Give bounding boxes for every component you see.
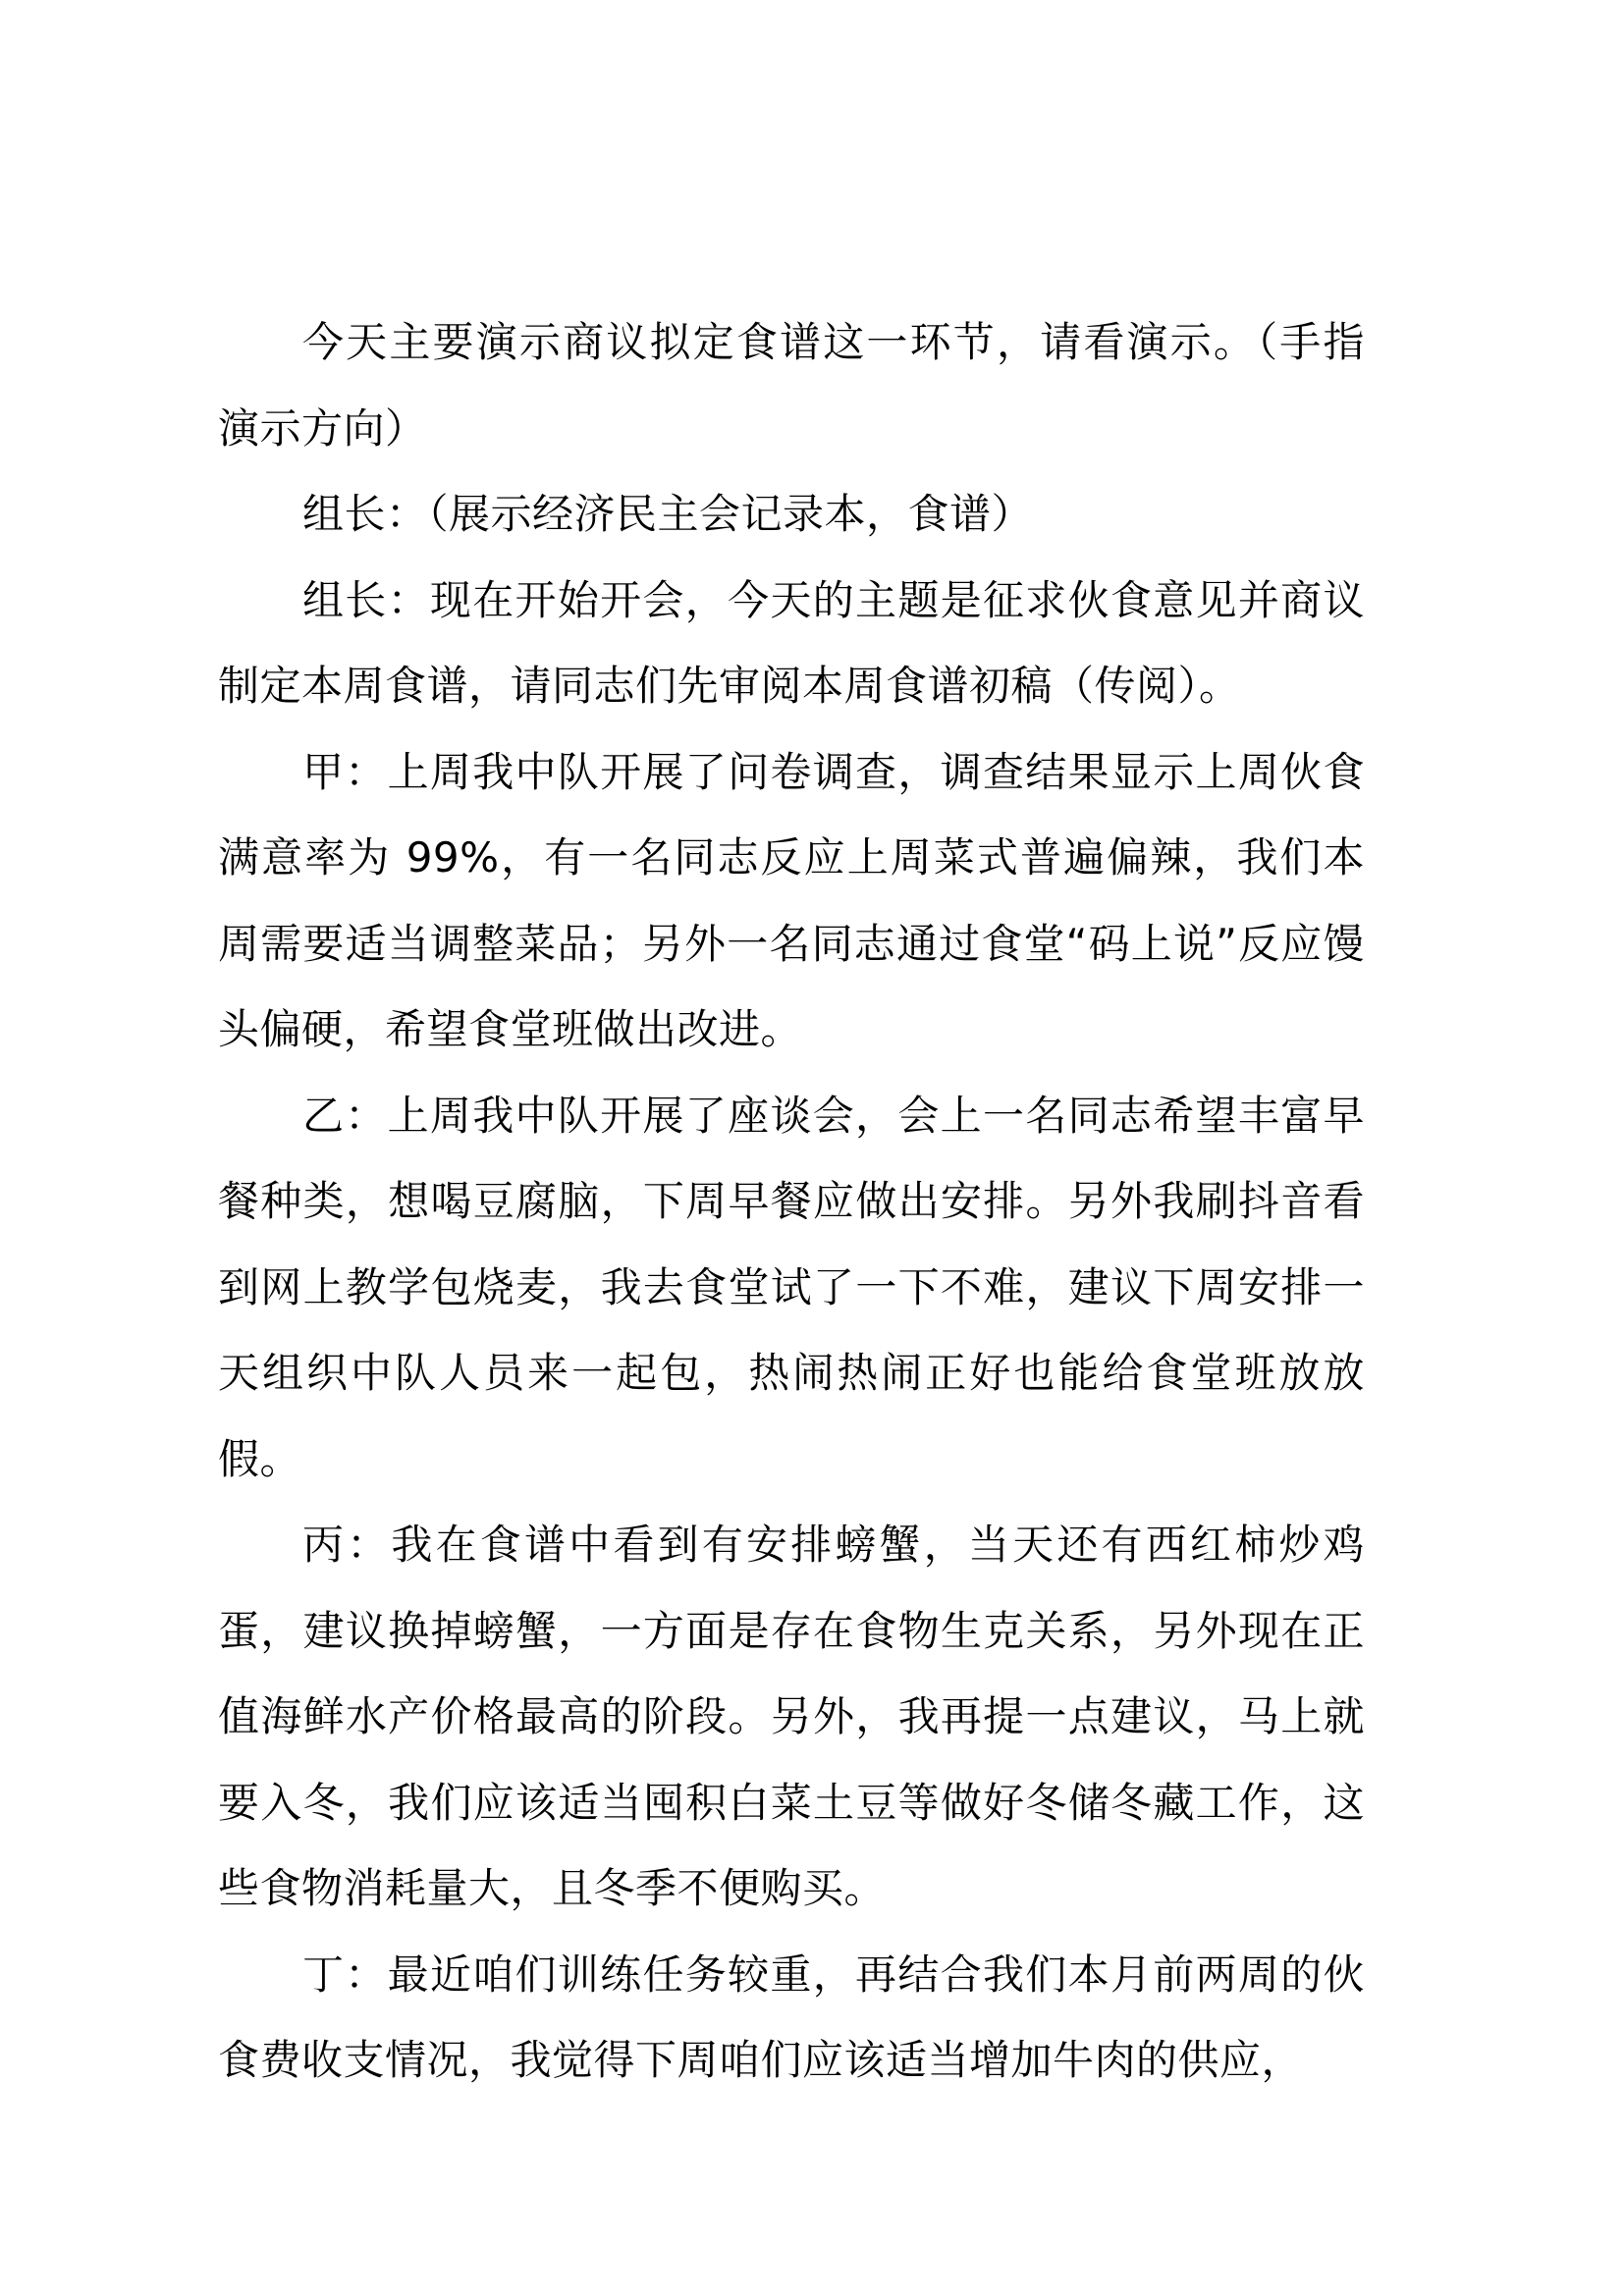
paragraph-speaker-ding: 丁：最近咱们训练任务较重，再结合我们本月前两周的伙食费收支情况，我觉得下周咱们应该适当增加牛肉的供应， bbox=[218, 1949, 1365, 2084]
paragraph-speaker-bing: 丙：我在食谱中看到有安排螃蟹，当天还有西红柿炒鸡蛋，建议换掉螃蟹，一方面是存在食物生克关系，另外现在正值海鲜水产价格最高的阶段。另外，我再提一点建议，马上就要入冬，我们应该适当囤积白菜土豆等做好冬储冬藏工作，这些食物消耗量大，且冬季不便购买。 bbox=[218, 1521, 1365, 1912]
paragraph-leader-show: 组长：（展示经济民主会记录本，食谱） bbox=[302, 490, 1034, 538]
paragraph-speaker-yi: 乙：上周我中队开展了座谈会，会上一名同志希望丰富早餐种类，想喝豆腐脑，下周早餐应做出安排。另外我刷抖音看到网上教学包烧麦，我去食堂试了一下不难，建议下周安排一天组织中队人员来一起包，热闹热闹正好也能给食堂班放放假。 bbox=[218, 1091, 1365, 1483]
paragraph-speaker-jia: 甲：上周我中队开展了问卷调查，调查结果显示上周伙食满意率为 99%，有一名同志反应上周菜式普遍偏辣，我们本周需要适当调整菜品；另外一名同志通过食堂“码上说”反应馒头偏硬，希望食堂班做出改进。 bbox=[218, 747, 1365, 1053]
document-body bbox=[218, 299, 1365, 2104]
paragraph-leader-open: 组长：现在开始开会，今天的主题是征求伙食意见并商议制定本周食谱，请同志们先审阅本周食谱初稿（传阅）。 bbox=[218, 575, 1365, 710]
paragraph-intro: 今天主要演示商议拟定食谱这一环节，请看演示。（手指演示方向） bbox=[218, 318, 1365, 453]
